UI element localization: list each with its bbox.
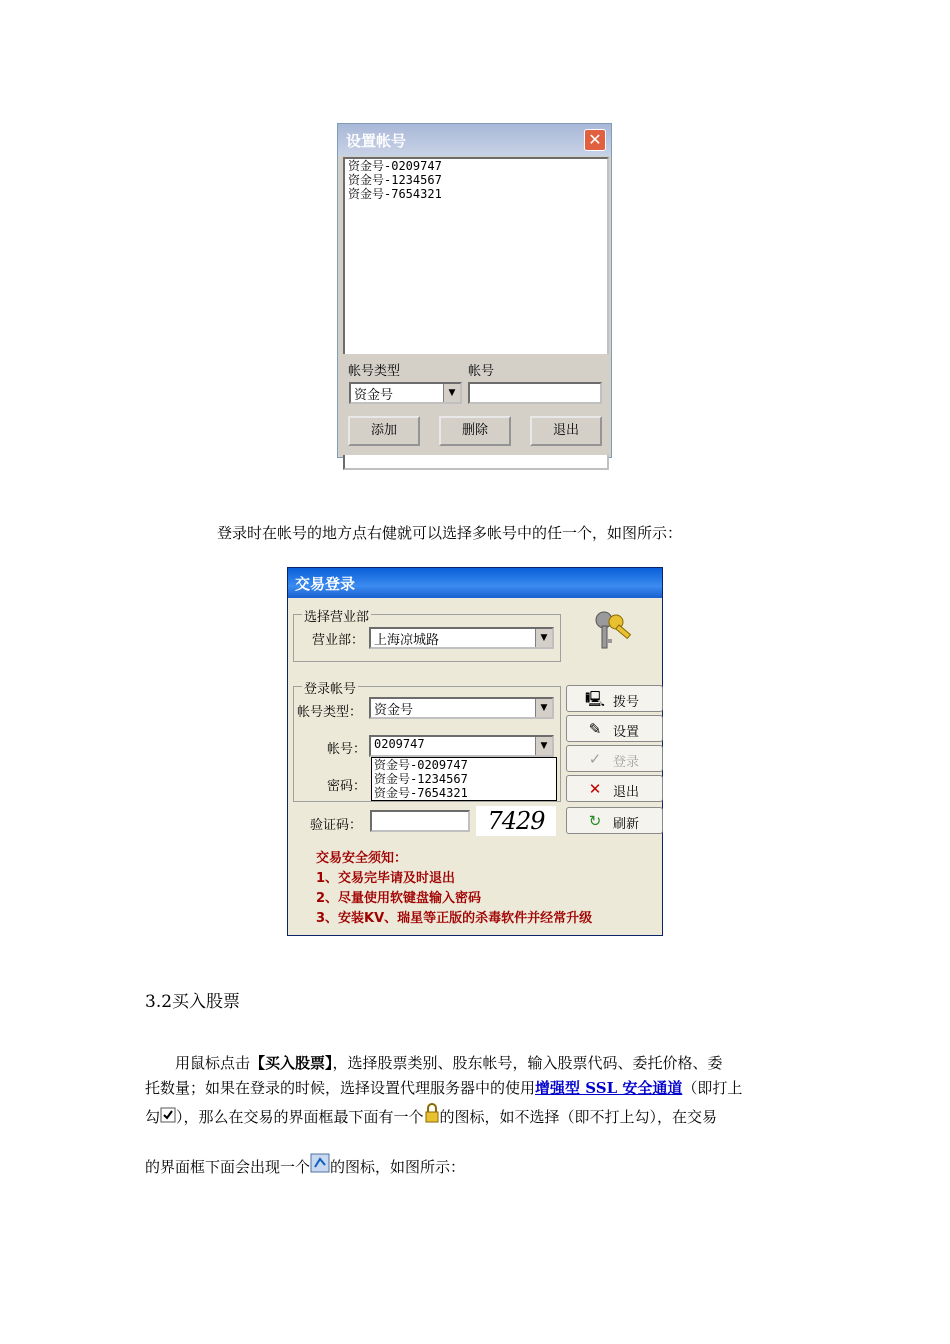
section-heading: 3.2买入股票 [145,992,241,1012]
login-account-group [293,682,561,802]
captcha-input[interactable] [370,810,470,832]
text: ），那么在交易的界面框最下面有一个 [176,1108,424,1126]
caption: 登录时在帐号的地方点右健就可以选择多帐号中的任一个，如图所示： [217,524,683,542]
dialog-title: 交易登录 [295,575,356,593]
branch-label: 营业部： [312,633,365,648]
account-dropdown-list[interactable] [371,757,557,801]
account-type-select[interactable] [369,697,554,719]
list-item[interactable]: 资金号-0209747 [348,159,442,173]
text: 的界面框下面会出现一个 [145,1158,311,1176]
account-type-label: 帐号类型： [297,705,363,720]
keys-icon [590,606,638,654]
branch-value: 上海凉城路 [374,633,440,648]
account-select[interactable] [369,735,554,757]
list-item[interactable]: 资金号-7654321 [348,187,442,201]
login-label: 登录 [613,755,640,770]
account-type-select[interactable] [349,382,462,404]
text: 的图标，如图所示： [330,1158,466,1176]
refresh-icon: ↻ [588,812,602,830]
text: 用鼠标点击 [175,1054,251,1072]
dial-label: 拨号 [613,695,640,710]
chevron-down-icon[interactable]: ▼ [535,699,552,717]
refresh-button[interactable] [566,807,663,834]
settings-button[interactable] [566,715,663,742]
list-item[interactable]: 资金号-1234567 [374,772,468,786]
add-button[interactable]: 添加 [348,416,420,446]
notice-item: 2、尽量使用软键盘输入密码 [316,891,482,906]
list-item[interactable]: 资金号-1234567 [348,173,442,187]
paragraph-line [145,1074,742,1103]
account-type-value: 资金号 [354,388,394,403]
network-icon [310,1153,330,1183]
notice-item: 1、交易完毕请及时退出 [316,871,456,886]
dialog-title: 设置帐号 [346,132,407,150]
settings-icon: ✎ [588,720,602,738]
group-title: 选择营业部 [302,606,371,625]
exit-button[interactable] [566,775,663,802]
refresh-label: 刷新 [613,817,640,832]
chevron-down-icon[interactable]: ▼ [535,737,552,755]
login-button[interactable] [566,745,663,772]
close-icon: ✕ [588,780,602,798]
text: 托数量；如果在登录的时候，选择设置代理服务器中的使用 [145,1079,536,1097]
captcha-image: 7429 [476,806,556,836]
paragraph-line [145,1153,465,1183]
account-type-value: 资金号 [374,703,414,718]
exit-label: 退出 [613,785,640,800]
trade-login-dialog [287,567,663,936]
ssl-link[interactable]: 增强型 SSL 安全通道 [535,1079,683,1097]
dial-button[interactable] [566,685,663,712]
close-icon[interactable]: ✕ [584,129,606,151]
list-item[interactable]: 资金号-0209747 [374,758,468,772]
dialog-title-bar [288,568,662,598]
chevron-down-icon[interactable]: ▼ [443,384,460,402]
list-item[interactable]: 资金号-7654321 [374,786,468,800]
password-label: 密码： [327,779,367,794]
account-input[interactable] [468,382,602,404]
checkmark-icon: ✓ [588,750,602,768]
exit-button[interactable]: 退出 [530,416,602,446]
checkbox-icon [160,1104,176,1133]
captcha-label: 验证码： [310,818,363,833]
branch-group [293,610,561,662]
account-type-label: 帐号类型 [348,364,401,379]
settings-label: 设置 [613,725,640,740]
text: ，选择股票类别、股东帐号，输入股票代码、委托价格、委 [332,1054,723,1072]
text: （即打上 [682,1079,743,1097]
group-title: 登录帐号 [302,678,358,697]
dialog-title-bar [338,124,611,156]
account-value: 0209747 [374,737,425,751]
account-settings-dialog [337,123,612,458]
account-label: 帐号： [327,742,367,757]
lock-icon [424,1102,440,1134]
account-label: 帐号 [468,364,495,379]
notice-title: 交易安全须知： [316,851,408,866]
text: 勾 [145,1108,161,1126]
paragraph-line [145,1102,717,1134]
chevron-down-icon[interactable]: ▼ [535,629,552,647]
text: 的图标，如不选择（即不打上勾），在交易 [439,1108,718,1126]
account-edit-panel [341,354,609,455]
delete-button[interactable]: 删除 [439,416,511,446]
notice-item: 3、安装KV、瑞星等正版的杀毒软件并经常升级 [316,911,593,926]
bold-text: 【买入股票】 [250,1054,333,1072]
computer-icon: 🖳 [585,690,606,708]
branch-select[interactable] [369,627,554,649]
